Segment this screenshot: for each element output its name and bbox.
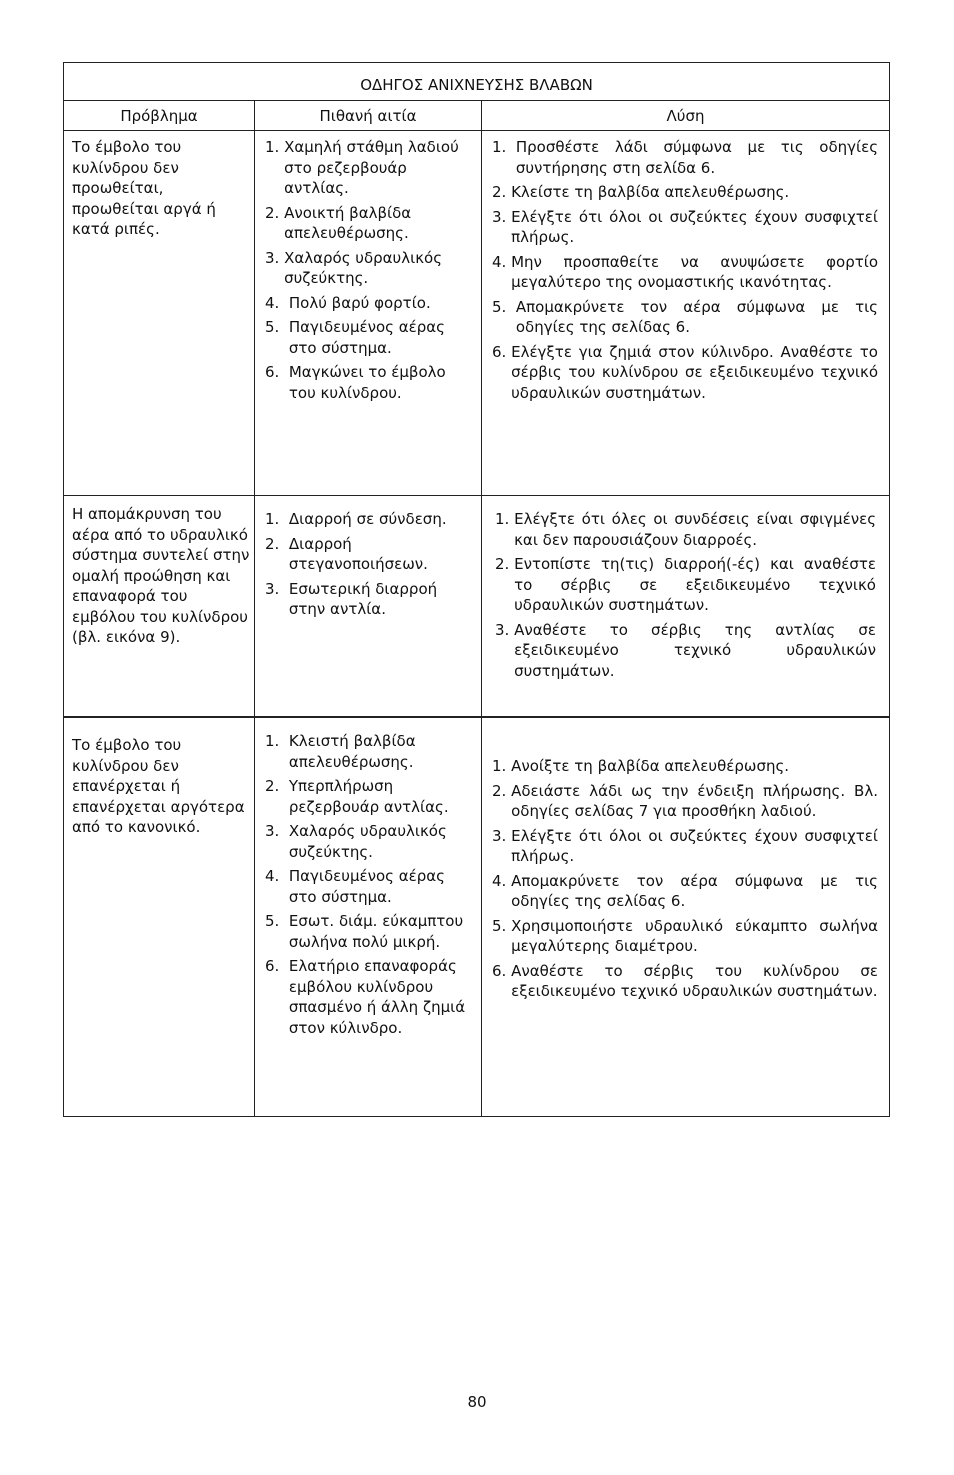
list-item bbox=[265, 203, 475, 244]
list-item bbox=[492, 342, 878, 404]
list-item bbox=[492, 826, 878, 867]
list-item-number: 6. bbox=[492, 342, 512, 361]
list-item-number: 5. bbox=[492, 916, 512, 935]
list-item-number: 6. bbox=[265, 957, 289, 975]
list-item bbox=[492, 916, 878, 957]
list-item bbox=[265, 776, 475, 817]
list-item bbox=[492, 252, 878, 293]
list-item-number: 5. bbox=[265, 912, 289, 930]
list-item-text: Αδειάστε λάδι ως την ένδειξη πλήρωσης. Βλ. οδηγίες σελίδας 7 για προσθήκη λαδιού. bbox=[511, 781, 878, 820]
list-item-number: 3. bbox=[495, 620, 515, 639]
list-item bbox=[492, 137, 878, 178]
list-item-text: Διαρροή σε σύνδεση. bbox=[288, 510, 447, 528]
list-item-text: Μαγκώνει το έμβολο του κυλίνδρου. bbox=[288, 363, 446, 402]
table-title: ΟΔΗΓΟΣ ΑΝΙΧΝΕΥΣΗΣ ΒΛΑΒΩΝ bbox=[64, 63, 889, 101]
list-item-number: 5. bbox=[492, 297, 516, 316]
page-number: 80 bbox=[467, 1393, 487, 1411]
list-item-text: Χαλαρός υδραυλικός συζεύκτης. bbox=[288, 822, 447, 861]
list-item-number: 6. bbox=[492, 961, 512, 980]
list-item bbox=[265, 821, 475, 862]
list-item-text: Ελέγξτε ότι όλες οι συνδέσεις είναι σφιγμένες και δεν παρουσιάζουν διαρροές. bbox=[514, 510, 876, 549]
list-item bbox=[492, 781, 878, 822]
list-item bbox=[265, 731, 475, 772]
list-item-number: 2. bbox=[492, 781, 512, 800]
list-item bbox=[265, 534, 475, 575]
list-item-number: 2. bbox=[265, 534, 289, 553]
list-item-number: 2. bbox=[265, 203, 285, 222]
row2-solutions bbox=[495, 509, 876, 685]
list-item bbox=[265, 911, 475, 952]
list-item-number: 6. bbox=[265, 363, 289, 381]
column-divider bbox=[481, 101, 482, 1117]
list-item-text: Αναθέστε το σέρβις του κυλίνδρου σε εξειδικευμένο τεχνικό υδραυλικών συστημάτων. bbox=[511, 961, 878, 1000]
list-item-text: Χαλαρός υδραυλικός συζεύκτης. bbox=[284, 248, 443, 287]
row1-problem: Το έμβολο του κυλίνδρου δεν προωθείται, προωθείται αργά ή κατά ριπές. bbox=[72, 138, 216, 238]
list-item-number: 4. bbox=[492, 871, 512, 890]
header-cause: Πιθανή αιτία bbox=[255, 101, 481, 131]
list-item bbox=[492, 961, 878, 1002]
row3-problem: Το έμβολο του κυλίνδρου δεν επανέρχεται ή επανέρχεται αργότερα από το κανονικό. bbox=[72, 736, 245, 836]
list-item-number: 3. bbox=[265, 248, 285, 267]
row3-causes bbox=[265, 731, 475, 1042]
list-item-text: Παγιδευμένος αέρας στο σύστημα. bbox=[288, 867, 445, 906]
list-item-text: Προσθέστε λάδι σύμφωνα με τις οδηγίες συντήρησης στη σελίδα 6. bbox=[515, 138, 878, 177]
list-item-number: 2. bbox=[492, 183, 512, 201]
list-item bbox=[265, 509, 475, 530]
row2-problem: Η απομάκρυνση του αέρα από το υδραυλικό σύστημα συντελεί στην ομαλή προώθηση και επαναφορά του εμβόλου του κυλίνδρου (βλ. εικόνα 9). bbox=[72, 505, 250, 646]
list-item bbox=[265, 579, 475, 620]
list-item-number: 1. bbox=[492, 138, 516, 156]
list-item bbox=[265, 137, 475, 199]
list-item-text: Εντοπίστε τη(τις) διαρροή(-ές) και αναθέστε το σέρβις σε εξειδικευμένο τεχνικό υδραυλικών συστημάτων. bbox=[514, 555, 876, 614]
list-item-text: Εσωτερική διαρροή στην αντλία. bbox=[288, 579, 438, 618]
row3-solutions bbox=[492, 756, 878, 1006]
list-item-text: Ανοίξτε τη βαλβίδα απελευθέρωσης. bbox=[511, 757, 790, 775]
list-item-text: Χαμηλή στάθμη λαδιού στο ρεζερβουάρ αντλίας. bbox=[284, 138, 459, 197]
list-item bbox=[265, 293, 475, 314]
row2-causes bbox=[265, 509, 475, 624]
list-item-number: 5. bbox=[265, 318, 289, 336]
list-item-text: Εσωτ. διάμ. εύκαμπτου σωλήνα πολύ μικρή. bbox=[288, 912, 464, 951]
list-item bbox=[492, 297, 878, 338]
list-item-number: 1. bbox=[495, 510, 515, 528]
list-item-text: Ελέγξτε ότι όλοι οι συζεύκτες έχουν συσφιχτεί πλήρως. bbox=[511, 826, 878, 865]
list-item-number: 3. bbox=[265, 579, 289, 598]
list-item-text: Παγιδευμένος αέρας στο σύστημα. bbox=[288, 318, 445, 357]
list-item bbox=[265, 866, 475, 907]
list-item-text: Ελέγξτε για ζημιά στον κύλινδρο. Αναθέστε το σέρβις του κυλίνδρου σε εξειδικευμένο τεχνικό υδραυλικών συστημάτων. bbox=[511, 342, 878, 402]
column-divider bbox=[254, 101, 255, 1117]
list-item bbox=[492, 182, 878, 203]
row1-solutions bbox=[492, 137, 878, 407]
list-item-number: 3. bbox=[492, 207, 512, 226]
list-item bbox=[265, 248, 475, 289]
list-item-text: Ελατήριο επαναφοράς εμβόλου κυλίνδρου σπασμένο ή άλλη ζημιά στον κύλινδρο. bbox=[288, 957, 466, 1037]
list-item-text: Υπερπλήρωση ρεζερβουάρ αντλίας. bbox=[288, 777, 449, 816]
list-item-text: Απομακρύνετε τον αέρα σύμφωνα με τις οδηγίες της σελίδας 6. bbox=[515, 297, 878, 336]
list-item bbox=[492, 871, 878, 912]
list-item-number: 4. bbox=[492, 252, 512, 271]
list-item-number: 1. bbox=[265, 510, 289, 528]
list-item-number: 2. bbox=[495, 555, 515, 573]
list-item-text: Αναθέστε το σέρβις της αντλίας σε εξειδικευμένο τεχνικό υδραυλικών συστημάτων. bbox=[514, 620, 876, 680]
list-item-number: 1. bbox=[492, 757, 512, 775]
row1-causes bbox=[265, 137, 475, 407]
list-item bbox=[492, 756, 878, 777]
row-divider bbox=[64, 716, 889, 718]
list-item-number: 2. bbox=[265, 777, 289, 795]
list-item-text: Απομακρύνετε τον αέρα σύμφωνα με τις οδηγίες της σελίδας 6. bbox=[511, 871, 878, 910]
list-item-number: 3. bbox=[492, 826, 512, 845]
list-item bbox=[265, 956, 475, 1038]
row-divider bbox=[64, 495, 889, 496]
header-solution: Λύση bbox=[482, 101, 889, 131]
header-problem: Πρόβλημα bbox=[64, 101, 254, 131]
list-item-text: Ανοικτή βαλβίδα απελευθέρωσης. bbox=[284, 203, 412, 242]
list-item bbox=[495, 554, 876, 616]
list-item-text: Χρησιμοποιήστε υδραυλικό εύκαμπτο σωλήνα μεγαλύτερης διαμέτρου. bbox=[511, 916, 878, 955]
list-item-number: 1. bbox=[265, 138, 285, 156]
list-item bbox=[265, 317, 475, 358]
list-item-number: 3. bbox=[265, 822, 289, 840]
list-item-number: 1. bbox=[265, 732, 289, 750]
list-item-text: Κλειστή βαλβίδα απελευθέρωσης. bbox=[288, 732, 416, 771]
list-item-number: 4. bbox=[265, 867, 289, 885]
list-item bbox=[495, 620, 876, 682]
list-item-text: Μην προσπαθείτε να ανυψώσετε φορτίο μεγαλύτερο της ονομαστικής ικανότητας. bbox=[511, 252, 878, 291]
list-item-text: Διαρροή στεγανοποιήσεων. bbox=[288, 534, 428, 573]
list-item-number: 4. bbox=[265, 293, 289, 312]
list-item bbox=[492, 207, 878, 248]
list-item-text: Κλείστε τη βαλβίδα απελευθέρωσης. bbox=[511, 183, 790, 201]
list-item-text: Πολύ βαρύ φορτίο. bbox=[288, 293, 431, 312]
list-item bbox=[265, 362, 475, 403]
list-item bbox=[495, 509, 876, 550]
troubleshooting-table bbox=[63, 62, 890, 1117]
list-item-text: Ελέγξτε ότι όλοι οι συζεύκτες έχουν συσφιχτεί πλήρως. bbox=[511, 207, 878, 246]
